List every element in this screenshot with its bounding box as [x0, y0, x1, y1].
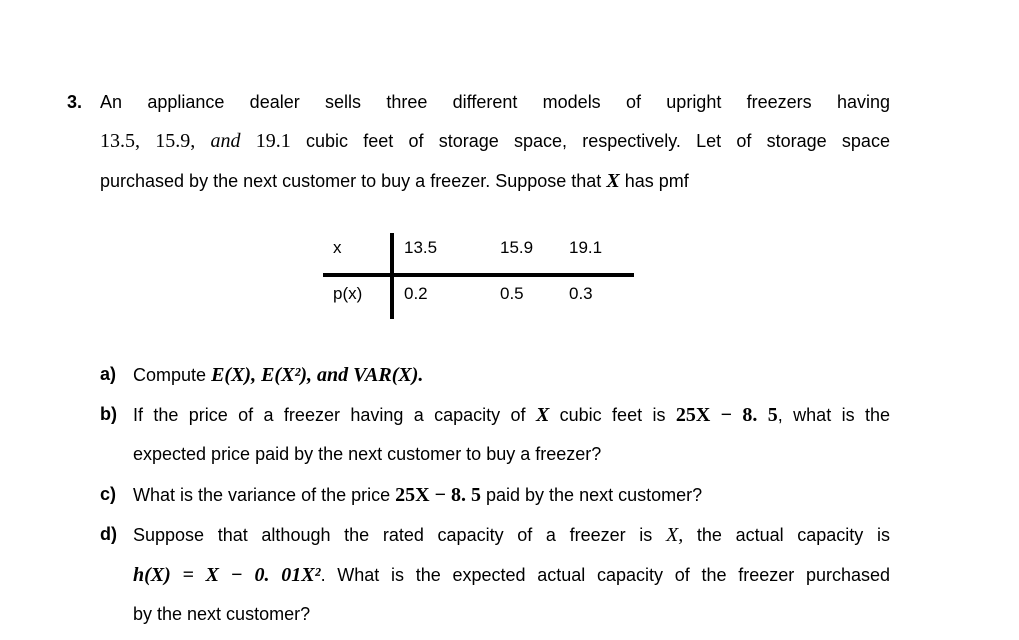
table-cell-p: 0.3	[569, 284, 593, 303]
part-c-label: c)	[100, 484, 117, 504]
part-d-text-3: . What is the expected actual capacity of the freezer purchased	[320, 565, 890, 585]
part-b-line-1	[133, 404, 890, 427]
table-cell-p: 0.2	[404, 284, 428, 303]
table-header-x: x	[333, 238, 342, 257]
table-cell-p: 0.5	[500, 284, 524, 303]
capacity-last: 19.1	[255, 130, 291, 152]
part-c-expr: 25X − 8. 5	[395, 484, 481, 506]
part-b-text-3: , what is the	[777, 405, 890, 425]
table-cell-x: 15.9	[500, 238, 534, 257]
part-b-text-2: cubic feet is	[559, 405, 666, 425]
part-d-line-2	[133, 564, 890, 587]
part-d-line-3: by the next customer?	[133, 604, 311, 624]
table-header-px: p(x)	[333, 284, 363, 303]
problem-number: 3.	[67, 92, 83, 112]
part-b-label: b)	[100, 404, 117, 424]
part-d-line-1	[133, 524, 890, 547]
part-d-expr: h(X) = X − 0. 01X²	[133, 564, 321, 586]
and-word: and	[210, 130, 241, 152]
part-a-prefix: Compute	[133, 365, 207, 385]
part-c-text-2: paid by the next customer?	[486, 485, 703, 505]
intro-line-3-start: purchased by the next customer to buy a freezer. Suppose that	[100, 171, 602, 191]
table-cell-x: 13.5	[404, 238, 438, 257]
part-d-var: X,	[665, 524, 684, 546]
intro-line-2-rest: cubic feet of storage space, respectively. Let of storage space	[305, 131, 890, 151]
part-d-text-1: Suppose that although the rated capacity of a freezer is	[133, 525, 653, 545]
intro-line-3-end: has pmf	[624, 171, 689, 191]
part-c-text-1: What is the variance of the price	[133, 485, 391, 505]
intro-line-1: An appliance dealer sells three different models of upright freezers having	[100, 92, 890, 112]
part-a-text	[133, 364, 423, 387]
part-b-line-2: expected price paid by the next customer to buy a freezer?	[133, 444, 602, 464]
part-b-var: X	[535, 404, 550, 426]
part-d-text-2: the actual capacity is	[696, 525, 890, 545]
part-b-expr: 25X − 8. 5	[675, 404, 778, 426]
part-b-text-1: If the price of a freezer having a capacity of	[133, 405, 526, 425]
intro-line-2	[100, 130, 890, 153]
capacity-values: 13.5, 15.9,	[100, 130, 196, 152]
table-cell-x: 19.1	[569, 238, 603, 257]
variable-x: X	[606, 170, 620, 192]
part-c-text	[133, 484, 702, 507]
intro-line-3	[100, 170, 689, 193]
part-d-label: d)	[100, 524, 117, 544]
table-horizontal-rule	[323, 273, 634, 277]
part-a-label: a)	[100, 364, 117, 384]
part-a-math: E(X), E(X²), and VAR(X).	[211, 364, 424, 386]
